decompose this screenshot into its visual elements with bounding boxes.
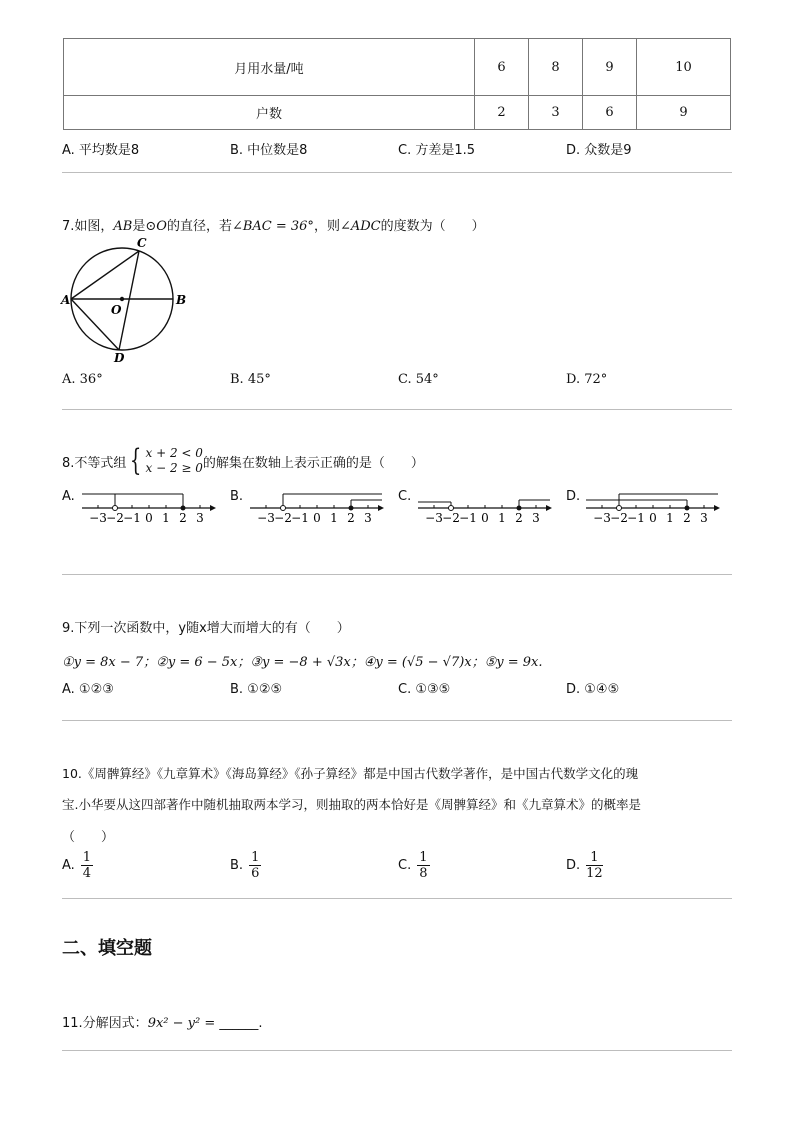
numerator: 1: [419, 850, 428, 865]
tick-label: 3: [700, 511, 708, 525]
section-title: 二、填空题: [62, 938, 152, 959]
label-a: A: [61, 293, 71, 307]
q7-circle: ⊙O: [145, 219, 167, 234]
label-d: D: [114, 351, 125, 364]
table-cell: 2: [475, 96, 529, 130]
q6-option-c[interactable]: C. 方差是1.5: [398, 143, 476, 158]
q7-option-d[interactable]: D. 72°: [566, 372, 608, 387]
q9-option-c[interactable]: C. ①③⑤: [398, 682, 451, 697]
tick-label: −1: [459, 511, 477, 525]
center-point: [120, 297, 124, 301]
tick-label: 3: [196, 511, 204, 525]
tick-label: 2: [347, 511, 355, 525]
row1-label: 月用水量/吨: [64, 39, 475, 96]
option-letter: C.: [398, 858, 412, 873]
row2-label: 户数: [64, 96, 475, 130]
q6-option-d[interactable]: D. 众数是9: [566, 143, 632, 158]
tick-label: 0: [145, 511, 153, 525]
divider: [62, 409, 732, 410]
option-letter: B.: [230, 858, 244, 873]
tick-label: −3: [593, 511, 611, 525]
q7-angle1: ∠BAC = 36°: [231, 219, 314, 234]
q7-option-c[interactable]: C. 54°: [398, 372, 439, 387]
number-line-a[interactable]: [80, 478, 220, 528]
q6-option-b[interactable]: B. 中位数是8: [230, 143, 308, 158]
closed-endpoint: [181, 506, 186, 511]
denominator: 8: [419, 866, 428, 881]
divider: [62, 574, 732, 575]
axis-arrow: [378, 505, 384, 511]
tick-label: −1: [627, 511, 645, 525]
tick-label: 1: [162, 511, 170, 525]
open-endpoint: [617, 506, 622, 511]
axis-arrow: [714, 505, 720, 511]
denominator: 4: [82, 866, 92, 881]
table-cell: 6: [475, 39, 529, 96]
table-row: [64, 39, 731, 96]
tick-label: 3: [364, 511, 372, 525]
tick-label: −3: [257, 511, 275, 525]
closed-endpoint: [517, 506, 522, 511]
tick-label: 0: [481, 511, 489, 525]
number-line-b[interactable]: [248, 478, 388, 528]
q7-ab: AB: [113, 219, 133, 234]
q9-functions: ①y = 8x − 7；②y = 6 − 5x；③y = −8 + √3x；④y = (√5 − √7)x；⑤y = 9x.: [62, 655, 543, 670]
label-b: B: [176, 293, 187, 307]
q9-option-a[interactable]: A. ①②③: [62, 682, 114, 697]
axis-arrow: [546, 505, 552, 511]
tick-label: −1: [291, 511, 309, 525]
label-c: C: [137, 236, 147, 250]
tick-label: 0: [649, 511, 657, 525]
water-usage-table: [63, 38, 731, 130]
q8-option-c-letter[interactable]: C.: [398, 489, 412, 504]
tick-label: −2: [610, 511, 628, 525]
q7-angle2: ∠ADC: [339, 219, 381, 234]
q9-option-b[interactable]: B. ①②⑤: [230, 682, 283, 697]
fraction: [417, 850, 429, 881]
q7-mid3: ，则: [313, 219, 340, 234]
tick-label: −2: [442, 511, 460, 525]
tick-label: 1: [498, 511, 506, 525]
tick-label: 2: [515, 511, 523, 525]
denominator: 12: [586, 866, 603, 881]
axis-arrow: [210, 505, 216, 511]
q10-option-c[interactable]: [398, 850, 430, 881]
q7-suffix: 的度数为（ ）: [380, 219, 485, 234]
table-cell: 8: [529, 39, 583, 96]
circle-figure: [58, 236, 194, 364]
q8-option-b-letter[interactable]: B.: [230, 489, 244, 504]
q9-option-d[interactable]: D. ①④⑤: [566, 682, 620, 697]
divider: [62, 172, 732, 173]
q11-stem: [62, 1012, 263, 1031]
q11-suffix: .: [258, 1016, 263, 1031]
closed-endpoint: [349, 506, 354, 511]
q11-prefix: 11.分解因式：: [62, 1016, 148, 1031]
q9-stem: 9.下列一次函数中，y随x增大而增大的有（ ）: [62, 621, 350, 636]
answer-blank[interactable]: ______: [219, 1016, 259, 1031]
numerator: 1: [586, 850, 603, 866]
q10-line3: （ ）: [62, 830, 115, 845]
numerator: 1: [251, 850, 260, 865]
brace: {: [130, 443, 142, 478]
fraction: [81, 850, 93, 881]
tick-label: −2: [274, 511, 292, 525]
table-cell: 6: [583, 96, 637, 130]
table-cell: 3: [529, 96, 583, 130]
tick-label: 2: [179, 511, 187, 525]
fraction: [586, 850, 603, 881]
fraction: [249, 850, 261, 881]
tick-label: −2: [106, 511, 124, 525]
tick-label: 3: [532, 511, 540, 525]
inequality-1: x + 2 < 0: [145, 446, 203, 460]
tick-label: 1: [666, 511, 674, 525]
q7-option-a[interactable]: A. 36°: [62, 372, 103, 387]
q6-option-a[interactable]: A. 平均数是8: [62, 143, 140, 158]
denominator: 6: [251, 866, 260, 881]
tick-label: 2: [683, 511, 691, 525]
inequality-system: [146, 446, 203, 476]
number-line-c[interactable]: [416, 478, 556, 528]
q7-option-b[interactable]: B. 45°: [230, 372, 271, 387]
q7-mid2: 的直径，若: [166, 219, 232, 234]
open-endpoint: [281, 506, 286, 511]
label-o: O: [111, 303, 122, 317]
table-row: [64, 96, 731, 130]
chord-ac: [71, 251, 139, 299]
inequality-2: x − 2 ≥ 0: [145, 461, 203, 475]
tick-label: −3: [89, 511, 107, 525]
q8-prefix: 8.不等式组: [62, 455, 127, 471]
q10-option-d[interactable]: [566, 850, 603, 881]
divider: [62, 720, 732, 721]
q8-stem: [62, 443, 424, 478]
q7-mid1: 是: [132, 219, 146, 234]
q10-option-b[interactable]: [230, 850, 261, 881]
numerator: 1: [82, 850, 92, 865]
q7-prefix: 7.如图，: [62, 219, 114, 234]
option-letter: A.: [62, 858, 75, 873]
number-line-d[interactable]: [584, 478, 724, 528]
tick-label: 1: [330, 511, 338, 525]
divider: [62, 898, 732, 899]
table-cell: 9: [583, 39, 637, 96]
q10-line2: 宝.小华要从这四部著作中随机抽取两本学习，则抽取的两本恰好是《周髀算经》和《九章算术》的概率是: [62, 797, 641, 812]
q8-suffix: 的解集在数轴上表示正确的是（ ）: [202, 455, 424, 471]
tick-label: −3: [425, 511, 443, 525]
table-cell: 10: [637, 39, 731, 96]
tick-label: −1: [123, 511, 141, 525]
tick-label: 0: [313, 511, 321, 525]
q10-option-a[interactable]: [62, 850, 93, 881]
q10-line1: 10.《周髀算经》《九章算术》《海岛算经》《孙子算经》都是中国古代数学著作，是中国古代数学文化的瑰: [62, 766, 639, 781]
q11-expression: 9x² − y² =: [147, 1016, 220, 1031]
option-letter: D.: [566, 858, 581, 873]
q8-option-a-letter[interactable]: A.: [62, 489, 75, 504]
q8-option-d-letter[interactable]: D.: [566, 489, 581, 504]
divider: [62, 1050, 732, 1051]
q7-stem: [62, 215, 485, 234]
open-endpoint: [449, 506, 454, 511]
table-cell: 9: [637, 96, 731, 130]
closed-endpoint: [685, 506, 690, 511]
open-endpoint: [113, 506, 118, 511]
